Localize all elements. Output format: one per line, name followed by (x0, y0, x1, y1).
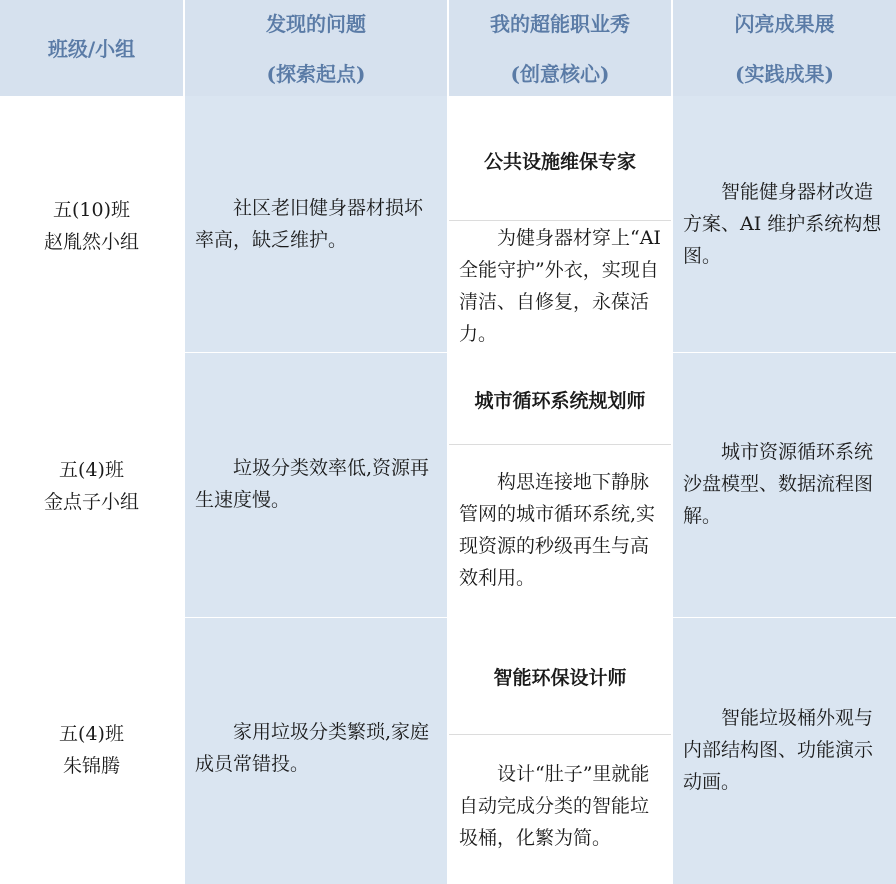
role-title: 城市循环系统规划师 (474, 390, 646, 412)
header-class-group-label: 班级/小组 (47, 37, 136, 61)
header-idea-subtitle: (创意核心) (510, 62, 610, 86)
header-result-title: 闪亮成果展 (734, 12, 835, 36)
group-name: 金点子小组 (43, 491, 139, 513)
class-name: 五(4)班 (59, 723, 124, 745)
problem-text: 垃圾分类效率低,资源再生速度慢。 (195, 457, 430, 511)
header-idea-title: 我的超能职业秀 (490, 12, 630, 36)
result-text: 城市资源循环系统沙盘模型、数据流程图解。 (683, 441, 874, 527)
class-name: 五(4)班 (59, 459, 124, 481)
header-problem (185, 0, 447, 96)
result-text: 智能垃圾桶外观与内部结构图、功能演示动画。 (683, 707, 874, 793)
header-result (673, 0, 896, 96)
class-name: 五(10)班 (52, 199, 130, 221)
header-problem-title: 发现的问题 (266, 12, 366, 36)
problem-text: 家用垃圾分类繁琐,家庭成员常错投。 (195, 721, 430, 775)
role-title: 公共设施维保专家 (483, 151, 636, 173)
result-text: 智能健身器材改造方案、AI 维护系统构想图。 (683, 181, 882, 267)
group-name: 赵胤然小组 (43, 231, 139, 253)
problem-text: 社区老旧健身器材损坏率高，缺乏维护。 (195, 197, 424, 251)
header-class-group (0, 0, 183, 96)
header-result-subtitle: (实践成果) (735, 62, 834, 86)
idea-text: 构思连接地下静脉管网的城市循环系统,实现资源的秒级再生与高效利用。 (459, 471, 656, 589)
group-name: 朱锦腾 (62, 755, 120, 777)
idea-text: 设计“肚子”里就能自动完成分类的智能垃圾桶，化繁为简。 (459, 763, 650, 849)
header-problem-subtitle: (探索起点) (266, 62, 366, 86)
header-idea (449, 0, 671, 96)
role-title: 智能环保设计师 (493, 667, 627, 689)
idea-text: 为健身器材穿上“AI 全能守护”外衣，实现自清洁、自修复，永葆活力。 (459, 227, 661, 345)
